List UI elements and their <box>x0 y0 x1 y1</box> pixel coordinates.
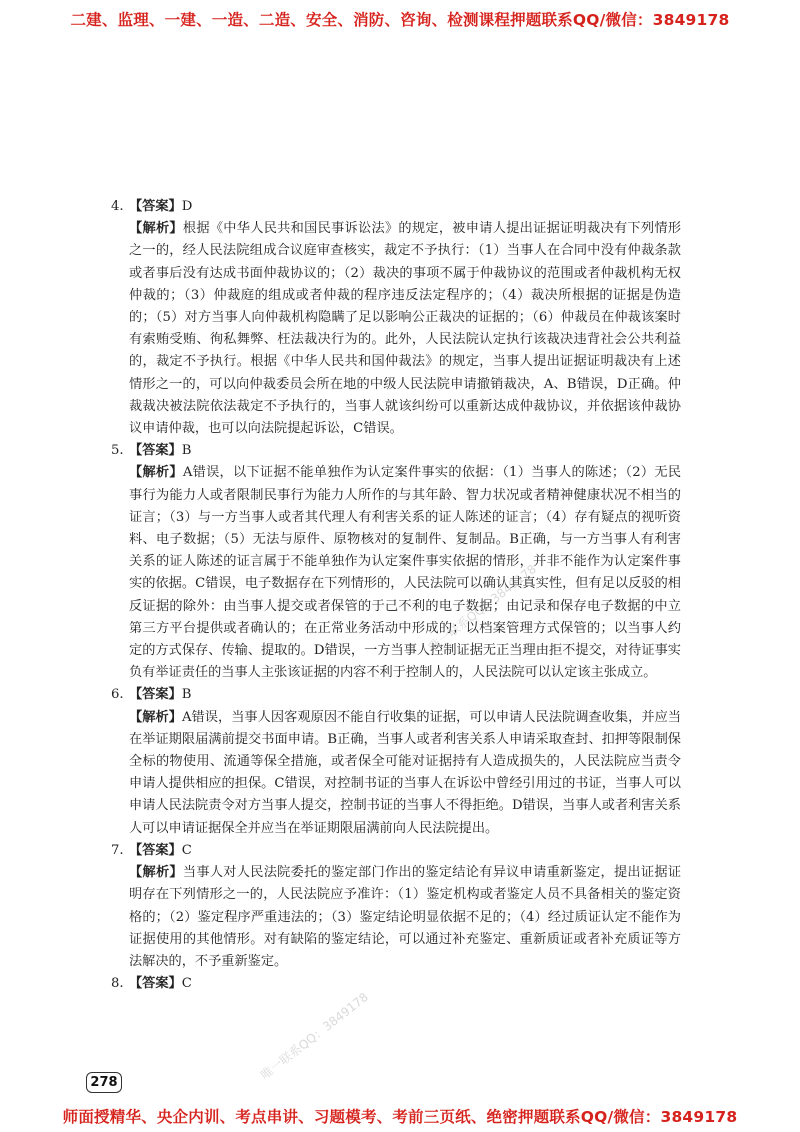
analysis-label: 【解析】 <box>129 221 183 237</box>
answer-label: 【答案】 <box>129 443 182 459</box>
analysis-label: 【解析】 <box>129 865 183 881</box>
answer-item-8 <box>111 973 681 995</box>
top-banner: 二建、监理、一建、一造、二造、安全、消防、咨询、检测课程押题联系QQ/微信：3849178 <box>70 11 730 29</box>
answer-item-7 <box>111 840 681 973</box>
answer-value: C <box>181 976 192 992</box>
analysis-text: 根据《中华人民共和国民事诉讼法》的规定，被申请人提出证据证明裁决有下列情形之一的，经人民法院组成合议庭审查核实，裁定不予执行：（1）当事人在合同中没有仲裁条款或者事后没有达成书面仲裁协议的；（2）裁决的事项不属于仲裁协议的范围或者仲裁机构无权仲裁的；（3）仲裁庭的组成或者仲裁的程序违反法定程序的；（4）裁决所根据的证据是伪造的；（5）对方当事人向仲裁机构隐瞒了足以影响公正裁决的证据的；（6）仲裁员在仲裁该案时有索贿受贿、徇私舞弊、枉法裁决行为的。此外，人民法院认定执行该裁决违背社会公共利益的，裁定不予执行。根据《中华人民共和国仲裁法》的规定，当事人提出证据证明裁决有上述情形之一的，可以向仲裁委员会所在地的中级人民法院申请撤销裁决，A、B错误，D正确。仲裁裁决被法院依法裁定不予执行的，当事人就该纠纷可以重新达成仲裁协议，并依据该仲裁协议申请仲裁，也可以向法院提起诉讼，C错误。 <box>129 221 682 437</box>
page-number: 278 <box>86 1072 122 1093</box>
analysis-text: A错误，以下证据不能单独作为认定案件事实的依据：（1）当事人的陈述；（2）无民事行为能力人或者限制民事行为能力人所作的与其年龄、智力状况或者精神健康状况不相当的证言；（3）与一方当事人或者其代理人有利害关系的证人陈述的证言；（4）存有疑点的视听资料、电子数据；（5）无法与原件、原物核对的复制件、复制品。B正确，与一方当事人有利害关系的证人陈述的证言属于不能单独作为认定案件事实依据的情形，并非不能作为认定案件事实的依据。C错误，电子数据存在下列情形的，人民法院可以确认其真实性，但有足以反驳的相反证据的除外：由当事人提交或者保管的于己不利的电子数据；由记录和保存电子数据的中立第三方平台提供或者确认的；在正常业务活动中形成的；以档案管理方式保管的；以当事人约定的方式保存、传输、提取的。D错误，一方当事人控制证据无正当理由拒不提交，对待证事实负有举证责任的当事人主张该证据的内容不利于控制人的，人民法院可以认定该主张成立。 <box>129 465 682 681</box>
answer-label: 【答案】 <box>129 842 182 858</box>
answer-value: B <box>181 687 192 703</box>
analysis-text: A错误，当事人因客观原因不能自行收集的证据，可以申请人民法院调查收集，并应当在举证期限届满前提交书面申请。B正确，当事人或者利害关系人申请采取查封、扣押等限制保全标的物使用、流通等保全措施，或者保全可能对证据持有人造成损失的，人民法院应当责令申请人提供相应的担保。C错误，对控制书证的当事人在诉讼中曾经引用过的书证，当事人可以申请人民法院责令对方当事人提交，控制书证的当事人不得拒绝。D错误，当事人或者利害关系人可以申请证据保全并应当在举证期限届满前向人民法院提出。 <box>129 709 682 836</box>
watermark: 唯一联系QQ：3849178 <box>425 561 539 655</box>
watermark: 唯一联系QQ：3849178 <box>257 989 371 1083</box>
answer-content <box>111 196 681 995</box>
answer-item-6 <box>111 684 681 839</box>
answer-item-5 <box>111 440 681 684</box>
bottom-banner: 师面授精华、央企内训、考点串讲、习题模考、考前三页纸、绝密押题联系QQ/微信：3849178 <box>62 1108 738 1126</box>
analysis-text: 当事人对人民法院委托的鉴定部门作出的鉴定结论有异议申请重新鉴定，提出证据证明存在下列情形之一的，人民法院应予准许：（1）鉴定机构或者鉴定人员不具备相关的鉴定资格的；（2）鉴定程序严重违法的；（3）鉴定结论明显依据不足的；（4）经过质证认定不能作为证据使用的其他情形。对有缺陷的鉴定结论，可以通过补充鉴定、重新质证或者补充质证等方法解决的，不予重新鉴定。 <box>129 865 682 969</box>
answer-label: 【答案】 <box>129 199 182 214</box>
answer-item-4 <box>111 196 681 440</box>
answer-value: B <box>181 443 192 459</box>
answer-label: 【答案】 <box>129 687 182 703</box>
answer-label: 【答案】 <box>129 976 182 992</box>
answer-value: D <box>181 199 193 214</box>
item-number: 5. <box>111 443 124 459</box>
analysis-label: 【解析】 <box>129 709 182 725</box>
item-number: 6. <box>111 687 124 703</box>
analysis-label: 【解析】 <box>129 465 183 481</box>
item-number: 4. <box>111 199 124 214</box>
answer-value: C <box>181 842 192 858</box>
item-number: 8. <box>111 976 124 992</box>
item-number: 7. <box>111 842 124 858</box>
